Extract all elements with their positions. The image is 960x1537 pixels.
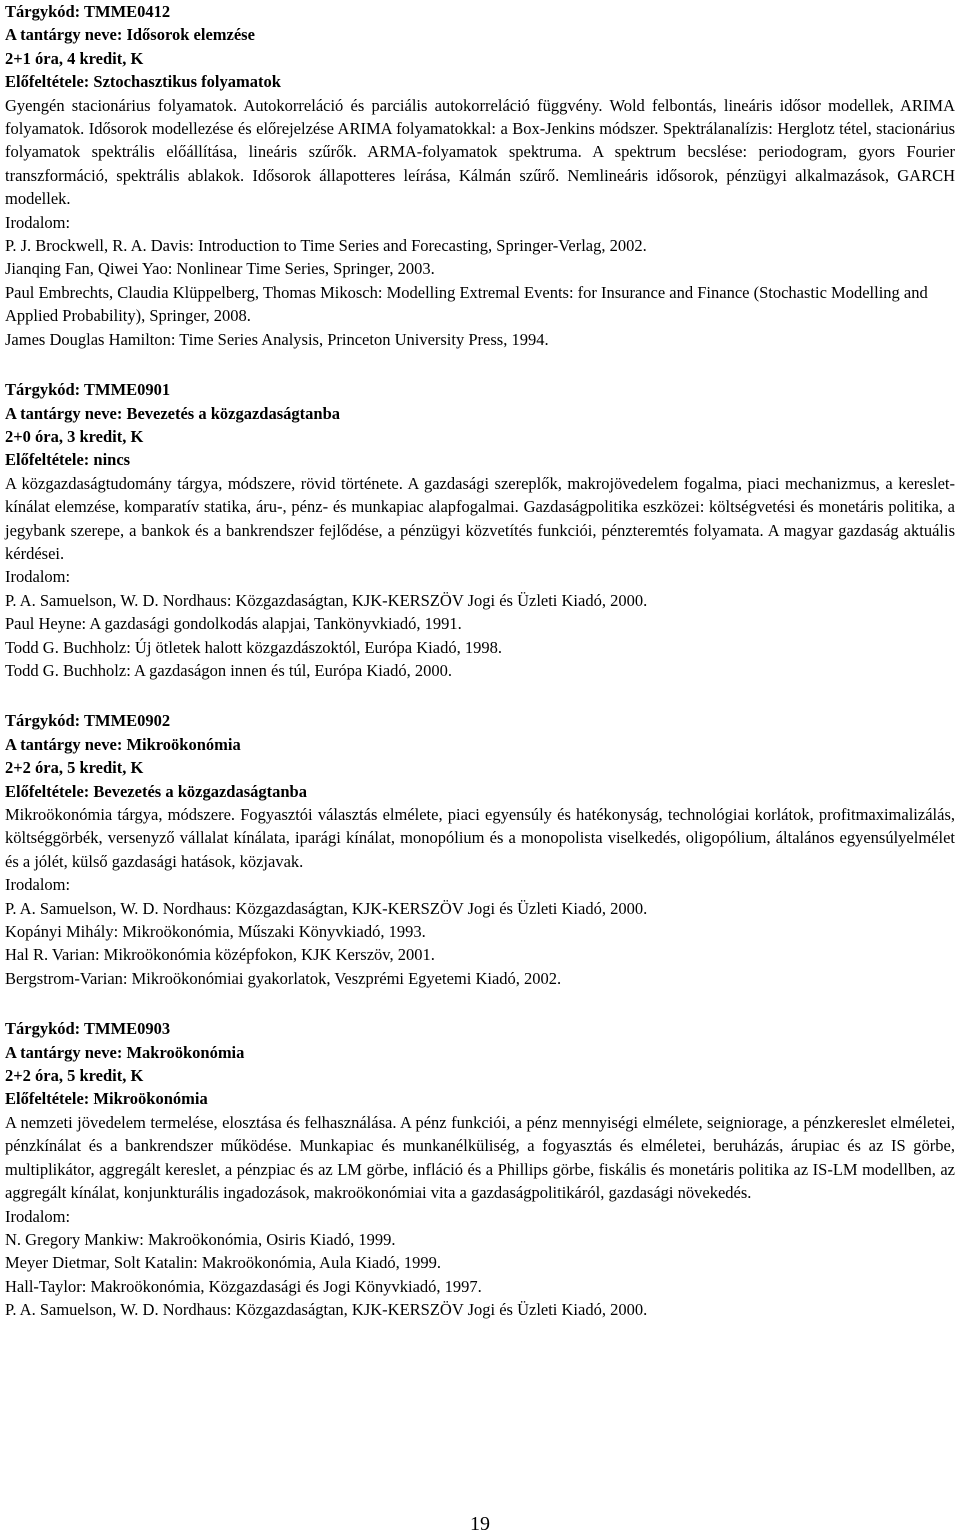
- course-block-tmme0412: [5, 0, 955, 351]
- course-hours-credits: 2+1 óra, 4 kredit, K: [5, 48, 144, 68]
- course-description: Mikroökonómia tárgya, módszere. Fogyasztói választás elmélete, piaci egyensúly és hatékonyság, technológiai korlátok, profitmaximalizálás, költséggörbék, versenyző vállalat kínálata, iparági kínálat, monopólium és a monopolista viselkedés, oligopólium, általános egyensúlyelmélet és a jólét, külső gazdasági hatások, közjavak.: [5, 805, 955, 871]
- references-label: Irodalom:: [5, 212, 71, 232]
- course-name: A tantárgy neve: Makroökonómia: [5, 1042, 245, 1062]
- course-name: A tantárgy neve: Idősorok elemzése: [5, 25, 255, 45]
- course-block-tmme0903: [5, 1017, 955, 1321]
- course-code: Tárgykód: TMME0902: [5, 711, 171, 731]
- course-prerequisite: Előfeltétele: Bevezetés a közgazdaságtanba: [5, 781, 307, 801]
- course-hours-credits: 2+2 óra, 5 kredit, K: [5, 1066, 144, 1086]
- reference-item: N. Gregory Mankiw: Makroökonómia, Osiris Kiadó, 1999.: [5, 1229, 396, 1249]
- course-code: Tárgykód: TMME0903: [5, 1019, 171, 1039]
- course-code: Tárgykód: TMME0901: [5, 380, 171, 400]
- reference-item: Jianqing Fan, Qiwei Yao: Nonlinear Time Series, Springer, 2003.: [5, 259, 435, 279]
- reference-item: Meyer Dietmar, Solt Katalin: Makroökonómia, Aula Kiadó, 1999.: [5, 1253, 442, 1273]
- course-description: A nemzeti jövedelem termelése, elosztása és felhasználása. A pénz funkciói, a pénz mennyiségi elmélete, seigniorage, a pénzkereslet elméletei, pénzkínálat és a bankrendszer működése. Munkapiac és munkanélküliség, a fogyasztás és elméletei, beruházás, árupiac és az IS görbe, multiplikátor, aggregált kereslet, a pénzpiac és az LM görbe, infláció és a Phillips görbe, fiskális és monetáris politika az IS-LM modellben, az aggregált kínálat, konjunkturális ingadozások, makroökonómiai vita a gazdaságpolitikáról, gazdasági növekedés.: [5, 1112, 955, 1203]
- reference-item: Paul Embrechts, Claudia Klüppelberg, Thomas Mikosch: Modelling Extremal Events: for Insurance and Finance (Stochastic Modelling and Applied Probability), Springer, 2008.: [5, 282, 928, 326]
- course-prerequisite: Előfeltétele: Sztochasztikus folyamatok: [5, 72, 281, 92]
- document-page: [5, 0, 955, 1322]
- reference-item: Todd G. Buchholz: A gazdaságon innen és túl, Európa Kiadó, 2000.: [5, 660, 453, 680]
- reference-item: Bergstrom-Varian: Mikroökonómiai gyakorlatok, Veszprémi Egyetemi Kiadó, 2002.: [5, 968, 562, 988]
- course-prerequisite: Előfeltétele: nincs: [5, 450, 131, 470]
- course-block-tmme0901: [5, 378, 955, 682]
- course-name: A tantárgy neve: Mikroökonómia: [5, 734, 241, 754]
- reference-item: P. A. Samuelson, W. D. Nordhaus: Közgazdaságtan, KJK-KERSZÖV Jogi és Üzleti Kiadó, 2000.: [5, 590, 648, 610]
- reference-item: Hal R. Varian: Mikroökonómia középfokon, KJK Kerszöv, 2001.: [5, 945, 435, 965]
- course-hours-credits: 2+0 óra, 3 kredit, K: [5, 426, 144, 446]
- references-label: Irodalom:: [5, 567, 71, 587]
- reference-item: Hall-Taylor: Makroökonómia, Közgazdasági és Jogi Könyvkiadó, 1997.: [5, 1276, 482, 1296]
- reference-item: Kopányi Mihály: Mikroökonómia, Műszaki Könyvkiadó, 1993.: [5, 922, 426, 942]
- references-label: Irodalom:: [5, 875, 71, 895]
- reference-item: Paul Heyne: A gazdasági gondolkodás alapjai, Tankönyvkiadó, 1991.: [5, 614, 462, 634]
- course-code: Tárgykód: TMME0412: [5, 2, 171, 21]
- reference-item: James Douglas Hamilton: Time Series Analysis, Princeton University Press, 1994.: [5, 329, 549, 349]
- page-number: 19: [470, 1513, 490, 1535]
- course-hours-credits: 2+2 óra, 5 kredit, K: [5, 758, 144, 778]
- course-description: A közgazdaságtudomány tárgya, módszere, rövid története. A gazdasági szereplők, makrojövedelem fogalma, piaci mechanizmus, a kereslet-kínálat elemzése, komparatív statika, áru-, pénz- és munkapiac alapfogalmai. Gazdaságpolitika eszközei: költségvetési és monetáris politika, a jegybank szerepe, a bankok és a bankrendszer fejlődése, a pénzügyi közvetítés funkciói, pénzteremtés folyamata. A magyar gazdaság aktuális kérdései.: [5, 473, 955, 563]
- reference-item: Todd G. Buchholz: Új ötletek halott közgazdászoktól, Európa Kiadó, 1998.: [5, 637, 502, 657]
- reference-item: P. A. Samuelson, W. D. Nordhaus: Közgazdaságtan, KJK-KERSZÖV Jogi és Üzleti Kiadó, 2000.: [5, 898, 648, 918]
- references-label: Irodalom:: [5, 1206, 71, 1226]
- course-prerequisite: Előfeltétele: Mikroökonómia: [5, 1089, 208, 1109]
- course-description: Gyengén stacionárius folyamatok. Autokorreláció és parciális autokorreláció függvény. Wold felbontás, lineáris idősor modellek, ARIMA folyamatok. Idősorok modellezése és előrejelzése ARIMA folyamatokkal: a Box-Jenkins módszer. Spektrálanalízis: Herglotz tétel, stacionárius folyamatok spektrális előállítása, lineáris szűrők. ARMA-folyamatok spektruma. A spektrum becslése: periodogram, gyors Fourier transzformáció, spektrális ablakok. Idősorok állapotteres leírása, Kálmán szűrő. Nemlineáris idősorok, pénzügyi alkalmazások, GARCH modellek.: [5, 95, 955, 209]
- reference-item: P. A. Samuelson, W. D. Nordhaus: Közgazdaságtan, KJK-KERSZÖV Jogi és Üzleti Kiadó, 2000.: [5, 1300, 648, 1320]
- course-block-tmme0902: [5, 709, 955, 990]
- reference-item: P. J. Brockwell, R. A. Davis: Introduction to Time Series and Forecasting, Springer-Verlag, 2002.: [5, 236, 647, 256]
- course-name: A tantárgy neve: Bevezetés a közgazdaságtanba: [5, 403, 340, 423]
